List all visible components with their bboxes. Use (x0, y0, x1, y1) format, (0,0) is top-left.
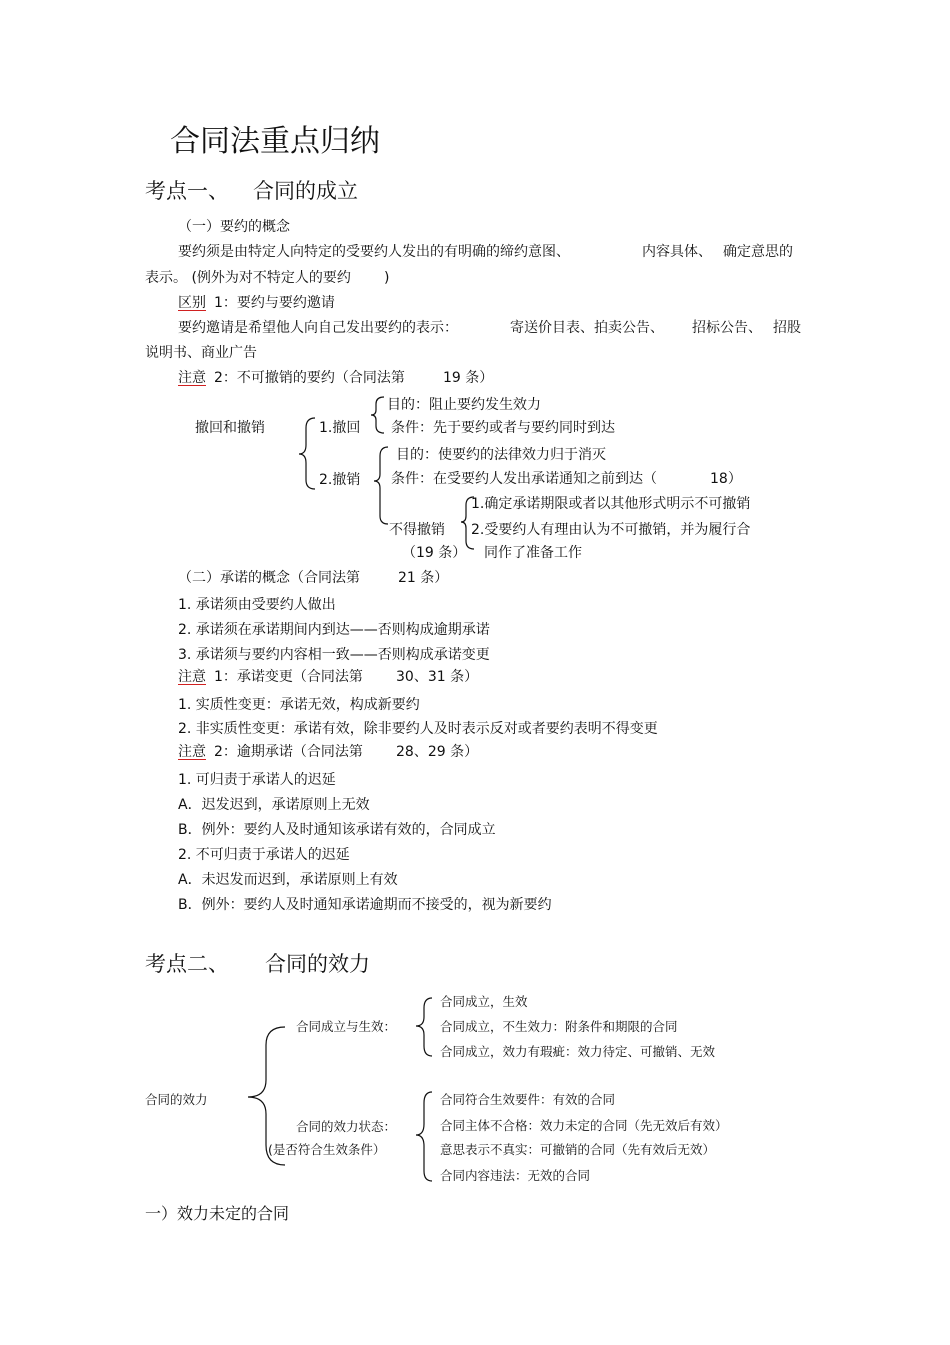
diagram-withdraw: 1.撤回 (319, 420, 361, 436)
invitation-line2: 说明书、商业广告 (145, 345, 257, 361)
validity-branch-status-note: (是否符合生效条件） (268, 1142, 386, 1157)
diagram-revoke-condition: 条件：在受要约人发出承诺通知之前到达（ (391, 471, 657, 487)
note-irrevocable-article: 19 条） (443, 370, 494, 386)
status-item: 合同内容违法：无效的合同 (440, 1168, 591, 1183)
diagram-revoke: 2.撤销 (319, 472, 361, 488)
late-item: A．未迟发而迟到，承诺原则上有效 (178, 872, 398, 888)
late-item: B．例外：要约人及时通知承诺逾期而不接受的，视为新要约 (178, 897, 552, 913)
validity-root: 合同的效力 (145, 1092, 208, 1107)
diagram-irrevocable-case2b: 同作了准备工作 (484, 545, 582, 561)
change-item: 2. 非实质性变更：承诺有效，除非要约人及时表示反对或者要约表明不得变更 (178, 721, 658, 737)
offer-definition-line2: 表示。 (例外为对不特定人的要约 (145, 270, 351, 286)
page-title: 合同法重点归纳 (170, 124, 380, 159)
section2-heading-title: 合同的效力 (265, 952, 370, 976)
diagram-irrevocable-case1: 1.确定承诺期限或者以其他形式明示不可撤销 (471, 496, 751, 512)
late-item: B．例外：要约人及时通知该承诺有效的，合同成立 (178, 822, 496, 838)
acceptance-item: 2. 承诺须在承诺期间内到达——否则构成逾期承诺 (178, 622, 490, 638)
status-item: 合同符合生效要件：有效的合同 (440, 1092, 616, 1107)
note-change-text: 1：承诺变更（合同法第 (214, 669, 363, 685)
formation-item: 合同成立，生效 (440, 994, 528, 1009)
note-late-article: 28、29 条） (396, 744, 479, 760)
status-item: 合同主体不合格：效力未定的合同（先无效后有效） (440, 1118, 728, 1133)
validity-branch-formation: 合同成立与生效： (296, 1019, 397, 1034)
section2-heading-number: 考点二、 (145, 952, 229, 976)
diagram-revoke-condition-article: 18） (710, 471, 742, 487)
section1-heading-title: 合同的成立 (253, 179, 358, 203)
bracket-status (416, 1092, 432, 1181)
note-label: 注意 (178, 744, 206, 760)
subsection-acceptance-title: （二）承诺的概念（合同法第 (178, 570, 360, 586)
late-item: 2. 不可归责于承诺人的迟延 (178, 847, 350, 863)
invitation-line1a: 要约邀请是希望他人向自己发出要约的表示： (178, 320, 458, 336)
acceptance-item: 3. 承诺须与要约内容相一致——否则构成承诺变更 (178, 647, 490, 663)
change-item: 1. 实质性变更：承诺无效，构成新要约 (178, 697, 420, 713)
late-item: 1. 可归责于承诺人的迟延 (178, 772, 336, 788)
offer-definition-part1: 要约须是由特定人向特定的受要约人发出的有明确的缔约意图、 (178, 244, 570, 260)
formation-item: 合同成立，效力有瑕疵：效力待定、可撤销、无效 (440, 1044, 716, 1059)
note-irrevocable-text: 2：不可撤销的要约（合同法第 (214, 370, 405, 386)
subsection-acceptance-article: 21 条） (398, 570, 449, 586)
diagram-irrevocable: 不得撤销 (389, 522, 445, 538)
note-change-article: 30、31 条） (396, 669, 479, 685)
note-late-text: 2：逾期承诺（合同法第 (214, 744, 363, 760)
invitation-line1b: 寄送价目表、拍卖公告、 (510, 320, 664, 336)
offer-definition-paren: ) (384, 270, 390, 286)
offer-definition-part2: 内容具体、 (642, 244, 712, 260)
difference-label: 区别 (178, 295, 206, 311)
invitation-line1d: 招股 (773, 320, 801, 336)
note-label: 注意 (178, 370, 206, 386)
diagram-irrevocable-article: （19 条） (402, 545, 467, 561)
difference-text: 1：要约与要约邀请 (214, 295, 335, 311)
late-item: A．迟发迟到，承诺原则上无效 (178, 797, 370, 813)
invitation-line1c: 招标公告、 (692, 320, 762, 336)
diagram-root-withdraw-revoke: 撤回和撤销 (195, 420, 265, 436)
subsection-offer-title: （一）要约的概念 (178, 219, 290, 235)
diagram-withdraw-purpose: 目的：阻止要约发生效力 (387, 397, 541, 413)
validity-branch-status: 合同的效力状态： (296, 1119, 397, 1134)
subsection-pending-validity: 一）效力未定的合同 (145, 1204, 290, 1223)
diagram-revoke-purpose: 目的：使要约的法律效力归于消灭 (396, 447, 606, 463)
note-label: 注意 (178, 669, 206, 685)
formation-item: 合同成立，不生效力：附条件和期限的合同 (440, 1019, 678, 1034)
acceptance-item: 1. 承诺须由受要约人做出 (178, 597, 336, 613)
offer-definition-part3: 确定意思的 (723, 244, 793, 260)
section1-heading-number: 考点一、 (145, 179, 229, 203)
status-item: 意思表示不真实：可撤销的合同（先有效后无效） (440, 1142, 716, 1157)
diagram-irrevocable-case2a: 2.受要约人有理由认为不可撤销，并为履行合 (471, 522, 751, 538)
diagram-withdraw-condition: 条件：先于要约或者与要约同时到达 (391, 420, 615, 436)
bracket-formation (416, 998, 432, 1056)
